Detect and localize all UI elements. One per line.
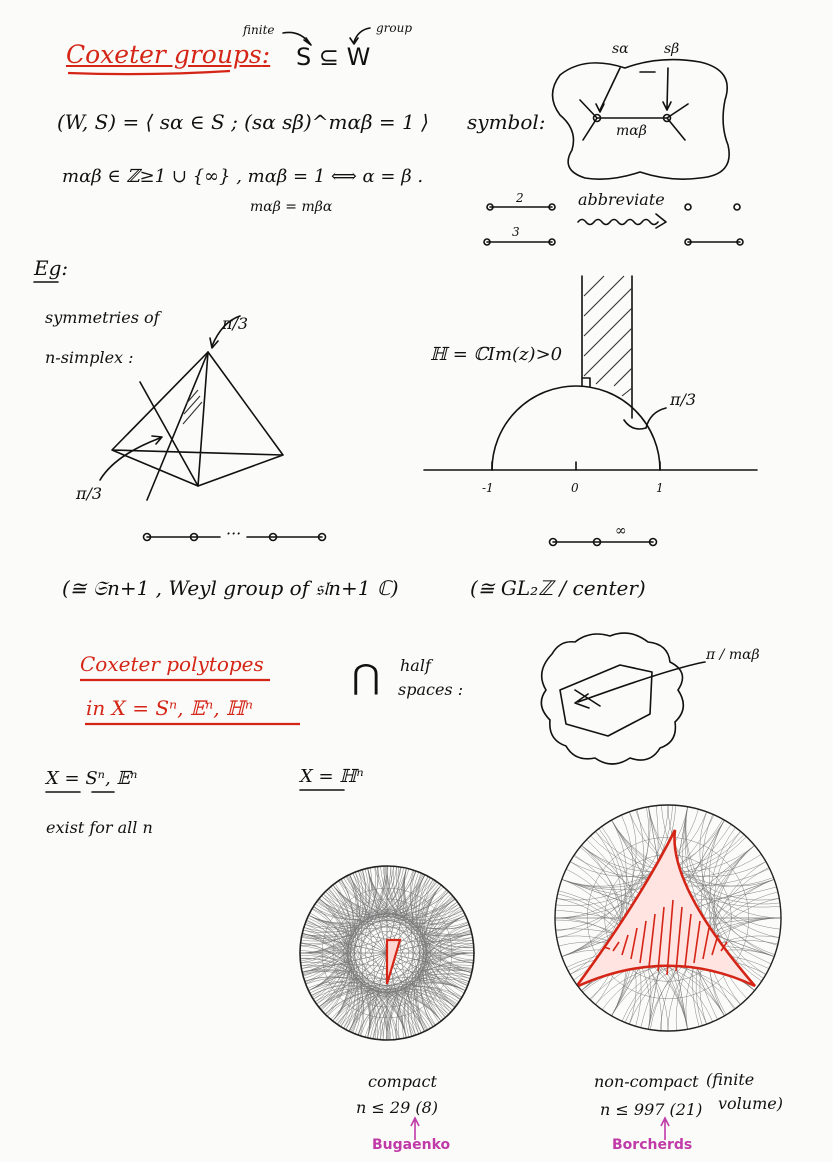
strip-lines bbox=[582, 276, 632, 418]
edge-label-2: 2 bbox=[516, 191, 524, 205]
group-note: group bbox=[376, 21, 413, 35]
eg-label: Eg: bbox=[34, 256, 69, 280]
simplex-line-1: symmetries of bbox=[45, 308, 160, 327]
curved-polytope bbox=[541, 633, 683, 764]
geodesic bbox=[301, 965, 391, 1040]
symbol-blob bbox=[553, 60, 730, 180]
a-n-dots: ··· bbox=[226, 524, 242, 543]
half-spaces-line-1: half bbox=[400, 656, 431, 675]
noncompact-label: non-compact bbox=[594, 1072, 699, 1091]
axis-ticks bbox=[492, 462, 660, 470]
subset-formula: S ⊆ W bbox=[296, 43, 371, 71]
s-beta-arrow bbox=[663, 68, 671, 110]
finite-note: (finite bbox=[706, 1070, 755, 1089]
gl2z-isomorphism: (≅ GL₂ℤ / center) bbox=[470, 576, 646, 600]
x-hyperbolic-label: X = ℍⁿ bbox=[300, 766, 364, 787]
simplex-angle-top: π/3 bbox=[222, 314, 249, 333]
borcherds-label: Borcherds bbox=[612, 1137, 693, 1153]
polytopes-title-1: Coxeter polytopes bbox=[80, 652, 264, 676]
fundamental-domain-hatch bbox=[584, 276, 632, 396]
polytope-inner bbox=[560, 665, 652, 736]
noncompact-tessellation bbox=[555, 805, 781, 1031]
simplex-isomorphism: (≅ 𝔖n+1 , Weyl group of 𝔰𝔩n+1 ℂ) bbox=[62, 576, 399, 600]
title-underline bbox=[68, 71, 230, 74]
simplex-line-2: n-simplex : bbox=[45, 348, 134, 367]
abbreviate-label: abbreviate bbox=[578, 190, 665, 209]
upper-half-angle: π/3 bbox=[670, 390, 697, 409]
polytope-angle-label: π / mαβ bbox=[706, 647, 760, 663]
infinity-edge-label: ∞ bbox=[615, 523, 627, 539]
presentation-line-3: mαβ = mβα bbox=[250, 199, 333, 215]
s-beta-label: sβ bbox=[664, 41, 680, 57]
tick-1: 1 bbox=[656, 481, 664, 495]
compact-tessellation bbox=[300, 866, 474, 1040]
m-alpha-beta-label: mαβ bbox=[616, 123, 647, 139]
squiggle-arrow bbox=[578, 214, 666, 228]
edge-label-3: 3 bbox=[512, 225, 520, 239]
geodesic bbox=[383, 866, 473, 941]
tick-0: 0 bbox=[571, 481, 579, 495]
symbol-label: symbol: bbox=[467, 110, 546, 134]
compact-label: compact bbox=[368, 1072, 437, 1091]
right-angle bbox=[582, 378, 590, 386]
simplex-angle-bottom: π/3 bbox=[76, 484, 103, 503]
tick-minus-1: -1 bbox=[482, 481, 494, 495]
half-spaces-line-2: spaces : bbox=[398, 680, 464, 699]
mirror-lines bbox=[140, 352, 208, 500]
compact-bound: n ≤ 29 (8) bbox=[356, 1098, 438, 1117]
bugaenko-label: Bugaenko bbox=[372, 1137, 451, 1153]
tetrahedron bbox=[112, 352, 283, 486]
node bbox=[685, 204, 691, 210]
section-title-coxeter-groups: Coxeter groups: bbox=[66, 40, 271, 69]
s-alpha-arrow bbox=[596, 68, 620, 112]
angle-arc bbox=[624, 408, 666, 429]
presentation-line-1: (W, S) = ⟨ sα ∈ S ; (sα sβ)^mαβ = 1 ⟩ bbox=[57, 110, 429, 134]
group-arrow bbox=[350, 28, 370, 44]
node bbox=[734, 204, 740, 210]
exist-for-all-n: exist for all n bbox=[46, 818, 153, 837]
finite-note: finite bbox=[243, 23, 275, 37]
intersection-symbol: ⋂ bbox=[352, 657, 380, 697]
presentation-line-2: mαβ ∈ ℤ≥1 ∪ {∞} , mαβ = 1 ⟺ α = β . bbox=[62, 166, 424, 187]
upper-half-plane-def: ℍ = ℂIm(z)>0 bbox=[430, 344, 563, 365]
polytopes-title-2: in X = Sⁿ, 𝔼ⁿ, ℍⁿ bbox=[86, 696, 253, 720]
x-sphere-euclid-label: X = Sⁿ, 𝔼ⁿ bbox=[46, 768, 138, 789]
s-alpha-label: sα bbox=[612, 41, 629, 57]
noncompact-bound: n ≤ 997 (21) bbox=[600, 1100, 703, 1119]
volume-note: volume) bbox=[718, 1094, 783, 1113]
